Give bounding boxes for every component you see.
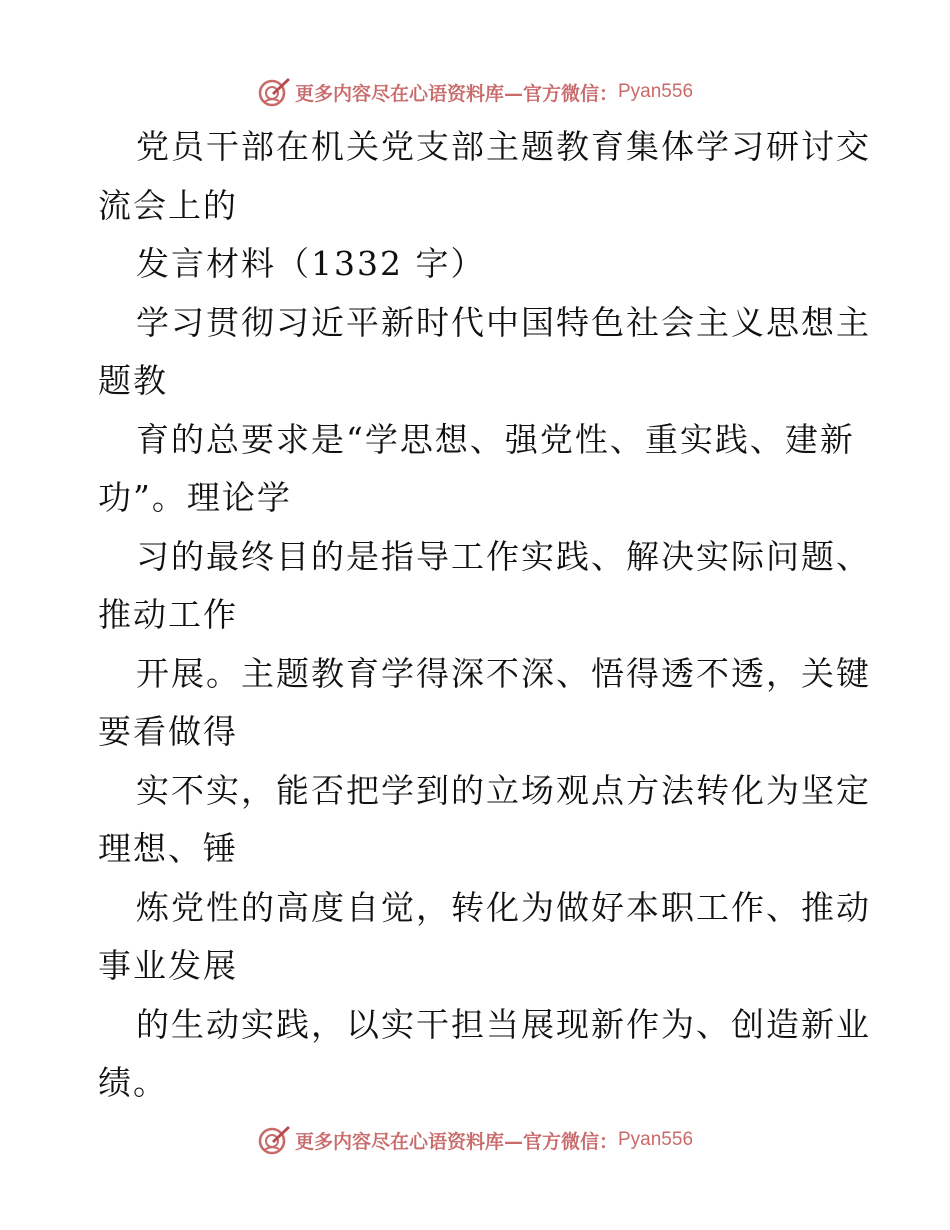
text-line: 党员干部在机关党支部主题教育集体学习研讨交 — [136, 127, 871, 166]
header-watermark — [0, 72, 950, 112]
text-line: 流会上的 — [98, 185, 238, 225]
pen-logo-icon — [257, 1123, 291, 1157]
text-line: 习的最终目的是指导工作实践、解决实际问题、 — [136, 536, 871, 576]
text-line: 事业发展 — [98, 946, 238, 985]
document-body — [98, 118, 871, 1113]
text-line: 要看做得 — [98, 712, 238, 751]
text-line: 炼党性的高度自觉，转化为做好本职工作、推动 — [136, 887, 871, 927]
text-line: 理想、锤 — [98, 829, 238, 868]
text-line: 的生动实践，以实干担当展现新作为、创造新业 — [136, 1004, 871, 1044]
pen-logo-icon — [257, 75, 291, 109]
text-line: 题教 — [98, 361, 168, 400]
footer-watermark — [0, 1120, 950, 1160]
watermark-contact: Pyan556 — [618, 1129, 694, 1150]
text-line: 育的总要求是“学思想、强党性、重实践、建新 — [136, 419, 855, 459]
text-line: 发言材料（1332 字） — [136, 244, 486, 283]
text-line: 推动工作 — [98, 595, 238, 634]
watermark-text: 更多内容尽在心语资料库—官方微信： — [294, 1130, 618, 1153]
text-line: 绩。 — [98, 1063, 168, 1102]
text-line: 学习贯彻习近平新时代中国特色社会主义思想主 — [136, 302, 871, 342]
text-line: 开展。主题教育学得深不深、悟得透不透，关键 — [136, 653, 871, 693]
watermark-contact: Pyan556 — [618, 81, 694, 102]
watermark-text: 更多内容尽在心语资料库—官方微信： — [294, 82, 618, 105]
text-line: 功”。理论学 — [98, 478, 292, 517]
text-line: 实不实，能否把学到的立场观点方法转化为坚定 — [136, 770, 871, 810]
